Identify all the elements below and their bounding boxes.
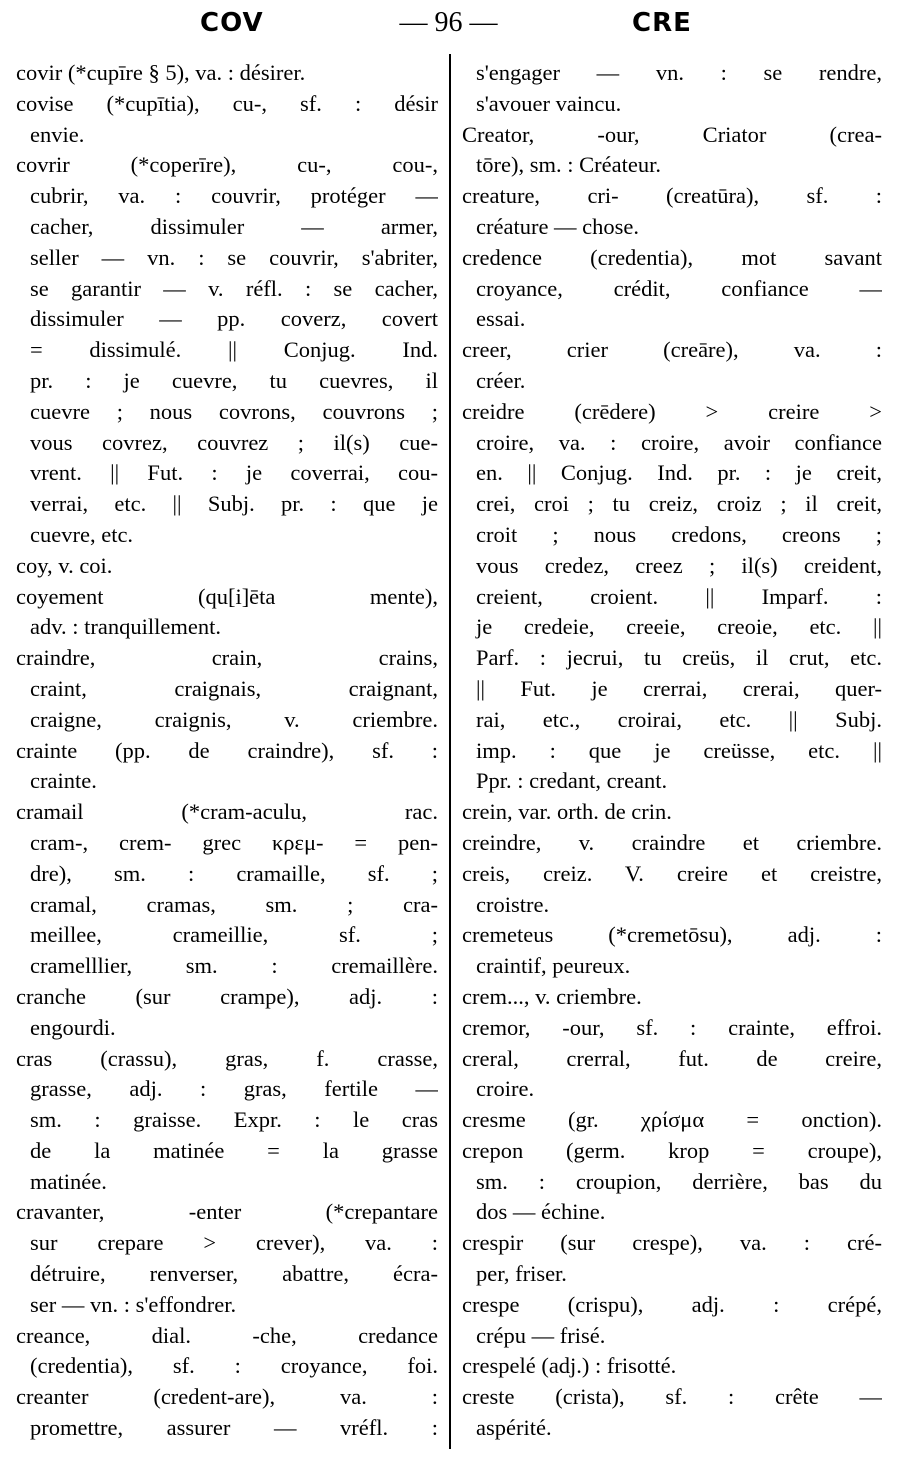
dictionary-line: creidre (crēdere) > creire > [462,398,882,424]
dictionary-line: craint, craignais, craignant, [30,675,438,701]
page-number: — 96 — [399,7,498,38]
dictionary-line: coy, v. coi. [16,552,113,578]
dictionary-line: covir (*cupīre § 5), va. : désirer. [16,60,306,85]
dictionary-line: Creator, -our, Criator (crea- [462,121,882,147]
dictionary-line: dissimuler — pp. coverz, covert [30,306,438,332]
column-divider [449,54,451,1449]
dictionary-line: cram-, crem- grec κρεμ- = pen- [30,829,438,855]
dictionary-line: adv. : tranquillement. [30,614,221,640]
right-column [462,58,882,1444]
dictionary-line: croire, va. : croire, avoir confiance [476,429,882,455]
dictionary-line: cramail (*cram-aculu, rac. [16,799,438,825]
dictionary-line: cremeteus (*cremetōsu), adj. : [462,922,882,948]
dictionary-line: en. || Conjug. Ind. pr. : je creit, [476,460,882,486]
dictionary-line: croistre. [476,891,550,917]
dictionary-line: verrai, etc. || Subj. pr. : que je [30,491,438,517]
dictionary-line: coyement (qu[i]ēta mente), [16,583,438,609]
header-left-guide-word: COV [200,8,264,38]
dictionary-line: vrent. || Fut. : je coverrai, cou- [30,460,438,486]
dictionary-line: seller — vn. : se couvrir, s'abriter, [30,244,438,270]
left-column [16,58,438,1444]
dictionary-line: meillee, crameillie, sf. ; [30,922,438,948]
dictionary-line: s'avouer vaincu. [476,90,622,116]
dictionary-line: grasse, adj. : gras, fertile — [30,1076,438,1102]
dictionary-line: envie. [30,121,85,147]
dictionary-line: creature, cri- (creatūra), sf. : [462,183,882,209]
dictionary-line: engourdi. [30,1014,116,1040]
dictionary-line: creste (crista), sf. : crête — [462,1384,882,1410]
dictionary-line: cuevre ; nous covrons, couvrons ; [30,398,438,424]
dictionary-line: Parf. : jecrui, tu creüs, il crut, etc. [476,645,882,671]
running-header [0,6,897,40]
dictionary-line: creient, croient. || Imparf. : [476,583,882,609]
dictionary-line: cubrir, va. : couvrir, protéger — [30,183,438,209]
dictionary-line: crepon (germ. krop = croupe), [462,1137,882,1163]
dictionary-line: crespir (sur crespe), va. : cré- [462,1230,882,1256]
dictionary-line: créer. [476,367,526,393]
dictionary-line: creance, dial. -che, credance [16,1322,438,1348]
dictionary-line: sur crepare > crever), va. : [30,1230,438,1256]
dictionary-line: je credeie, creeie, creoie, etc. || [476,614,882,640]
dictionary-line: crein, var. orth. de crin. [462,799,672,825]
dictionary-line: de la matinée = la grasse [30,1137,438,1163]
dictionary-line: sm. : croupion, derrière, bas du [476,1168,882,1194]
dictionary-line: craigne, craignis, v. criembre. [30,706,438,732]
dictionary-line: covise (*cupītia), cu-, sf. : désir [16,90,438,116]
dictionary-line: cacher, dissimuler — armer, [30,213,438,239]
dictionary-line: cravanter, -enter (*crepantare [16,1199,438,1225]
dictionary-line: s'engager — vn. : se rendre, [476,60,882,85]
dictionary-line: crainte (pp. de craindre), sf. : [16,737,438,763]
dictionary-line: cresme (gr. χρίσμα = onction). [462,1107,882,1133]
dictionary-line: craindre, crain, crains, [16,645,438,671]
dictionary-line: croit ; nous credons, creons ; [476,521,882,547]
dictionary-line: crespelé (adj.) : frisotté. [462,1353,677,1379]
dictionary-line: creanter (credent-are), va. : [16,1384,438,1410]
dictionary-line: cranche (sur crampe), adj. : [16,983,438,1009]
dictionary-line: Ppr. : credant, creant. [476,768,668,794]
dictionary-line: vous covrez, couvrez ; il(s) cue- [30,429,438,455]
dictionary-line: pr. : je cuevre, tu cuevres, il [30,367,438,393]
dictionary-line: détruire, renverser, abattre, écra- [30,1261,438,1287]
dictionary-line: créature — chose. [476,213,640,239]
dictionary-line: crem..., v. criembre. [462,983,642,1009]
dictionary-line: creral, crerral, fut. de creire, [462,1045,882,1071]
dictionary-line: || Fut. je crerrai, crerai, quer- [476,675,882,701]
dictionary-line: vous credez, creez ; il(s) creident, [476,552,882,578]
dictionary-line: creindre, v. craindre et criembre. [462,829,882,855]
dictionary-line: crespe (crispu), adj. : crépé, [462,1291,882,1317]
dictionary-line: essai. [476,306,526,332]
dictionary-line: crépu — frisé. [476,1322,606,1348]
dictionary-line: craintif, peureux. [476,953,631,979]
dictionary-line: sm. : graisse. Expr. : le cras [30,1107,438,1133]
dictionary-line: promettre, assurer — vréfl. : [30,1415,438,1441]
dictionary-line: (credentia), sf. : croyance, foi. [30,1353,438,1379]
dictionary-line: ser — vn. : s'effondrer. [30,1291,237,1317]
dictionary-line: imp. : que je creüsse, etc. || [476,737,882,763]
dictionary-line: dre), sm. : cramaille, sf. ; [30,860,438,886]
dictionary-line: creer, crier (creāre), va. : [462,337,882,363]
dictionary-line: dos — échine. [476,1199,606,1225]
dictionary-line: cramal, cramas, sm. ; cra- [30,891,438,917]
dictionary-line: creis, creiz. V. creire et creistre, [462,860,882,886]
dictionary-line: cras (crassu), gras, f. crasse, [16,1045,438,1071]
dictionary-line: tōre), sm. : Créateur. [476,152,661,178]
dictionary-line: aspérité. [476,1415,552,1441]
dictionary-line: covrir (*coperīre), cu-, cou-, [16,152,438,178]
dictionary-line: per, friser. [476,1261,567,1287]
dictionary-line: cuevre, etc. [30,521,134,547]
dictionary-line: crei, croi ; tu creiz, croiz ; il creit, [476,491,882,517]
dictionary-line: croire. [476,1076,535,1102]
dictionary-line: se garantir — v. réfl. : se cacher, [30,275,438,301]
dictionary-line: matinée. [30,1168,107,1194]
dictionary-line: = dissimulé. || Conjug. Ind. [30,337,438,363]
dictionary-line: croyance, crédit, confiance — [476,275,882,301]
header-right-guide-word: CRE [632,8,692,38]
dictionary-line: rai, etc., croirai, etc. || Subj. [476,706,882,732]
dictionary-line: cramelllier, sm. : cremaillère. [30,953,438,979]
dictionary-line: credence (credentia), mot savant [462,244,882,270]
dictionary-line: crainte. [30,768,97,794]
dictionary-line: cremor, -our, sf. : crainte, effroi. [462,1014,882,1040]
